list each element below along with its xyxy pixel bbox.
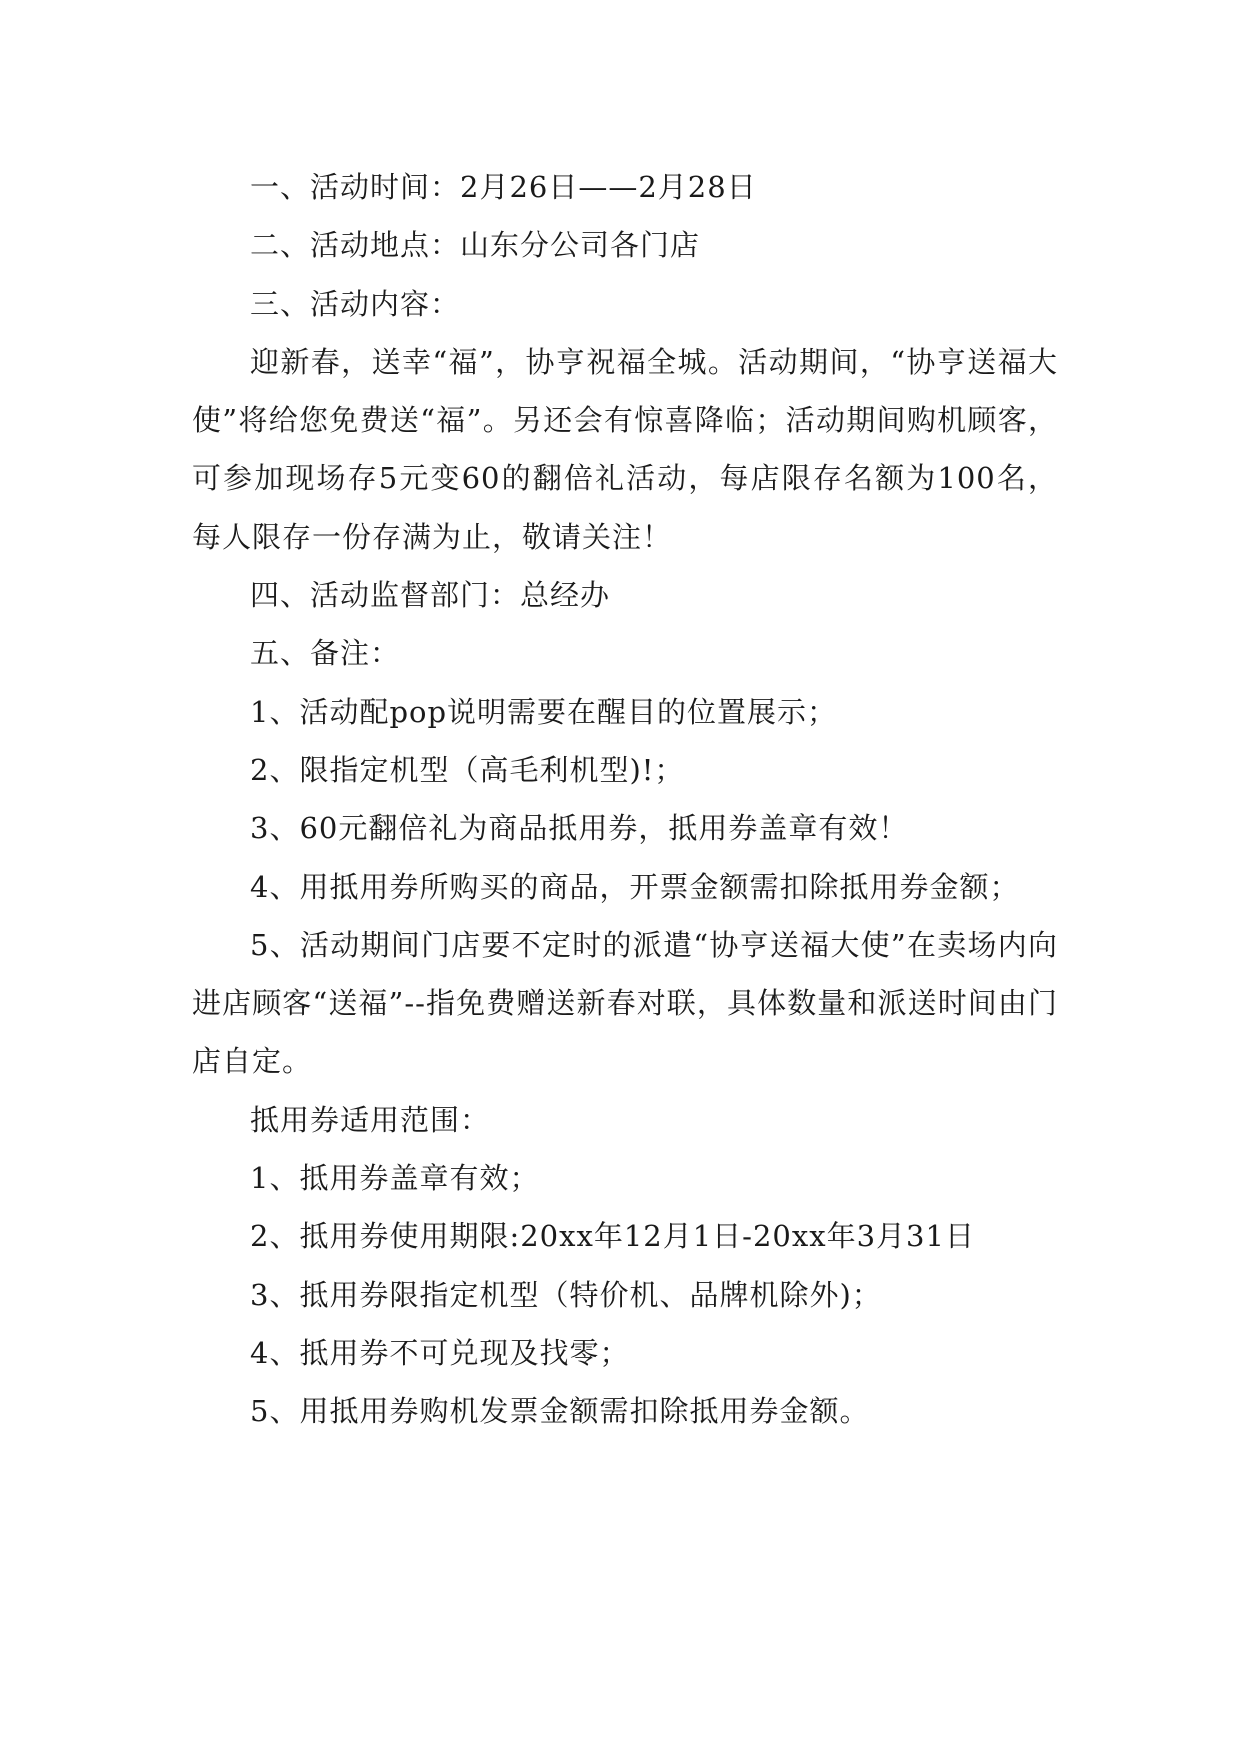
coupon-rule-1: 1、抵用券盖章有效； (250, 1161, 540, 1196)
document-body (192, 158, 1058, 1441)
section-content-body: 迎新春，送幸“福”，协亨祝福全城。活动期间，“协亨送福大使”将给您免费送“福”。另还会有惊喜降临；活动期间购机顾客，可参加现场存5元变60的翻倍礼活动，每店限存名额为100名，每人限存一份存满为止，敬请关注！ (192, 344, 1058, 554)
section-supervisor: 四、活动监督部门：总经办 (250, 578, 611, 613)
section-content-heading: 三、活动内容： (250, 286, 461, 321)
note-item-1: 1、活动配pop说明需要在醒目的位置展示； (250, 694, 838, 729)
coupon-rule-3: 3、抵用券限指定机型（特价机、品牌机除外)； (250, 1277, 882, 1312)
note-item-4: 4、用抵用券所购买的商品，开票金额需扣除抵用券金额； (250, 869, 1020, 904)
note-item-5: 5、活动期间门店要不定时的派遣“协亨送福大使”在卖场内向进店顾客“送福”--指免费赠送新春对联，具体数量和派送时间由门店自定。 (192, 927, 1058, 1079)
note-item-2: 2、限指定机型（高毛利机型)!； (250, 752, 685, 787)
coupon-scope-heading: 抵用券适用范围： (250, 1102, 491, 1137)
coupon-rule-5: 5、用抵用券购机发票金额需扣除抵用券金额。 (250, 1394, 870, 1429)
section-time: 一、活动时间：2月26日——2月28日 (250, 170, 757, 204)
coupon-rule-4: 4、抵用券不可兑现及找零； (250, 1335, 630, 1370)
coupon-rule-2: 2、抵用券使用期限:20xx年12月1日-20xx年3月31日 (250, 1219, 975, 1254)
note-item-3: 3、60元翻倍礼为商品抵用券，抵用券盖章有效！ (250, 811, 909, 846)
section-notes-heading: 五、备注： (250, 636, 401, 671)
section-location: 二、活动地点：山东分公司各门店 (250, 228, 701, 263)
